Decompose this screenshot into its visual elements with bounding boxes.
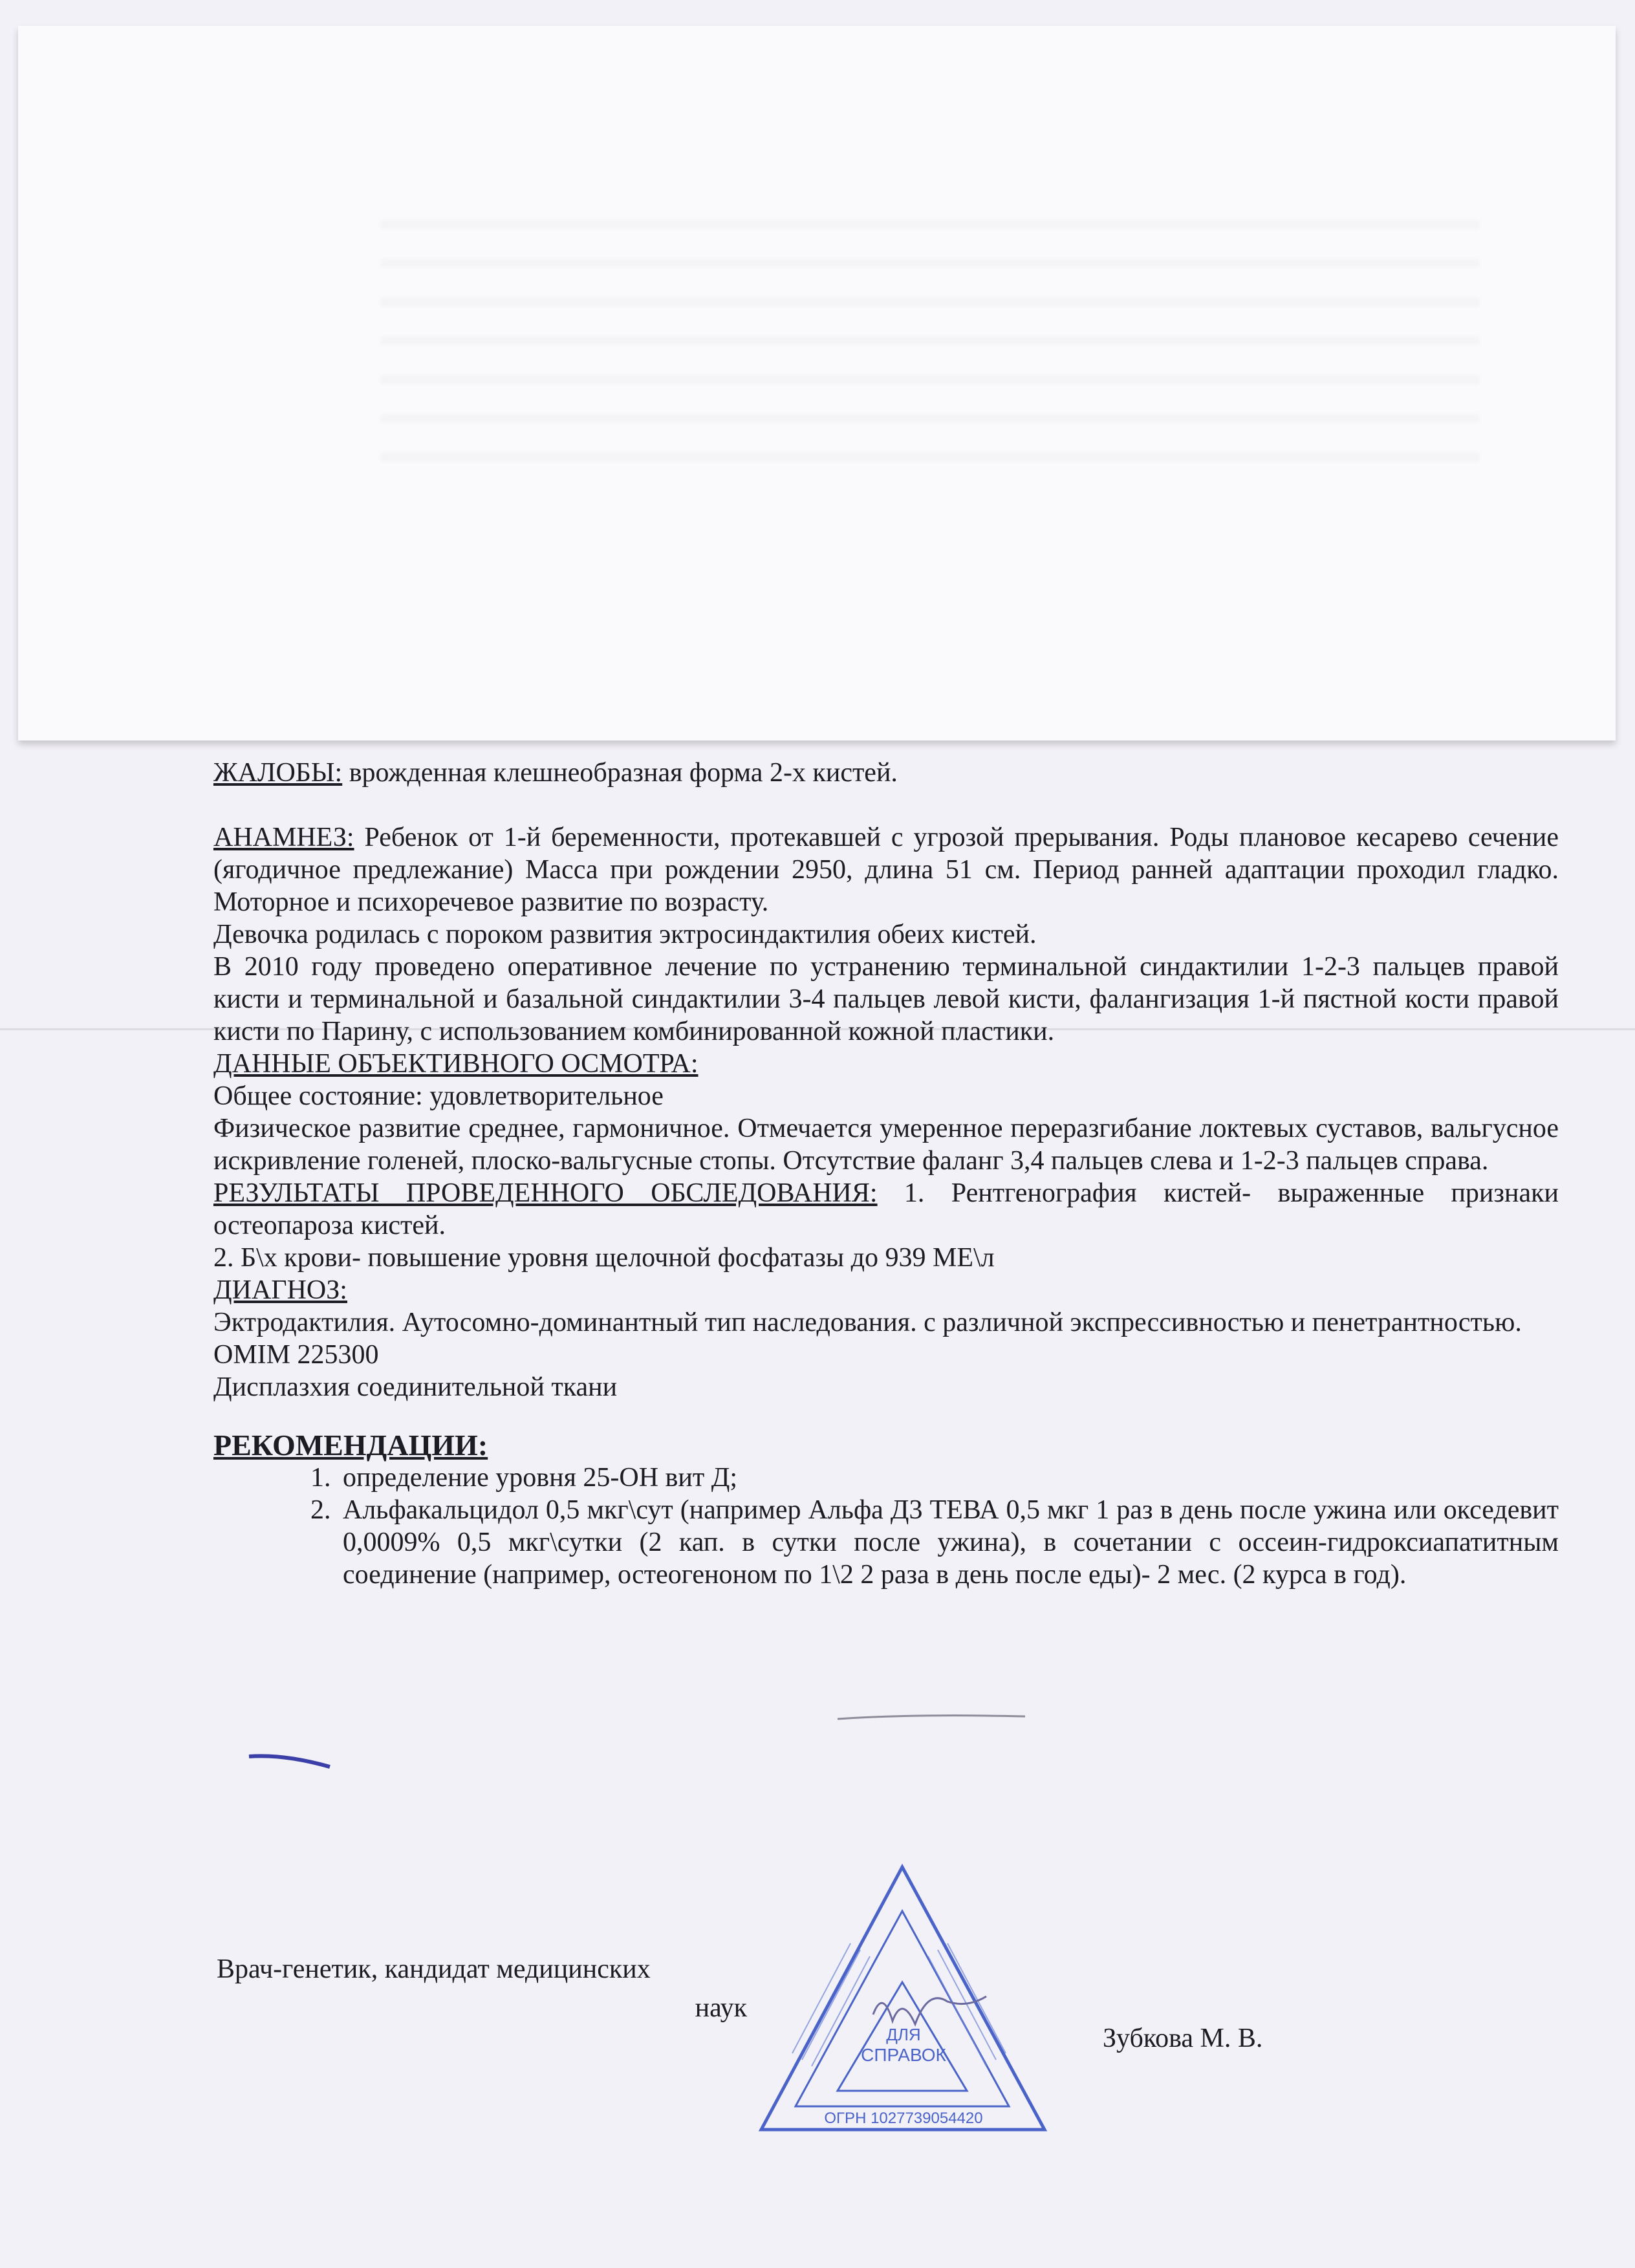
results-section	[213, 1177, 1559, 1242]
results-item-2: 2. Б\х крови- повышение уровня щелочной фосфатазы до 939 МЕ\л	[213, 1243, 995, 1273]
anamnesis-text: Ребенок от 1-й беременности, протекавшей с угрозой прерывания. Роды плановое кесарево сечение (ягодичное предлежание) Масса при рождении 2950, длина 51 см. Период ранней адаптации проходил гладко. Моторное и психоречевое развитие по возрасту.	[213, 823, 1559, 917]
results-label: РЕЗУЛЬТАТЫ ПРОВЕДЕННОГО ОБСЛЕДОВАНИЯ:	[213, 1178, 878, 1208]
recommendation-item	[310, 1462, 1559, 1494]
complaints-text: врожденная клешнеобразная форма 2-х кистей.	[342, 758, 898, 788]
signature-block	[217, 1950, 747, 2027]
recommendation-text: определение уровня 25-ОН вит Д;	[343, 1463, 738, 1493]
examination-label: ДАННЫЕ ОБЪЕКТИВНОГО ОСМОТРА:	[213, 1049, 698, 1079]
recommendations-list	[213, 1462, 1559, 1591]
recommendations-label: РЕКОМЕНДАЦИИ:	[213, 1429, 488, 1462]
physical-development-text: Физическое развитие среднее, гармоничное. Отмечается умеренное переразгибание локтевых суставов, вальгусное искривление голеней, плоско-вальгусные стопы. Отсутствие фаланг 3,4 пальцев слева и 1-2-3 пальцев справа.	[213, 1114, 1559, 1176]
recommendation-number: 1.	[310, 1463, 331, 1493]
anamnesis-section	[213, 821, 1559, 918]
doctor-title-line-2: наук	[695, 1993, 747, 2023]
complaints-label: ЖАЛОБЫ:	[213, 758, 343, 788]
diagnosis-secondary: Дисплазхия соединительной ткани	[213, 1372, 618, 1402]
recommendation-number: 2.	[310, 1495, 331, 1525]
anamnesis-label: АНАМНЕЗ:	[213, 823, 354, 852]
stamp-text-certificates: СПРАВОК	[861, 2045, 946, 2065]
stamp-ogrn: ОГРН 1027739054420	[824, 2110, 983, 2127]
complaints-section	[213, 757, 1559, 789]
recommendation-item	[310, 1494, 1559, 1591]
pen-checkmark	[246, 1747, 336, 1773]
stamp-text-for: ДЛЯ	[886, 2025, 921, 2044]
results-item-1: 1. Рентгенография кистей- выраженные признаки остеопароза кистей.	[213, 1178, 1559, 1240]
triangle-stamp	[753, 1859, 1051, 2144]
show-through-text	[380, 220, 1480, 466]
folded-paper-flap	[18, 26, 1616, 740]
document-body	[213, 757, 1559, 1591]
omim-code: OMIM 225300	[213, 1340, 379, 1370]
pen-stroke-mark	[834, 1707, 1028, 1727]
doctor-title-line-1: Врач-генетик, кандидат медицинских	[217, 1954, 651, 1984]
birth-defect-text: Девочка родилась с пороком развития эктросиндактилия обеих кистей.	[213, 920, 1037, 949]
recommendation-text: Альфакальцидол 0,5 мкг\сут (например Альфа Д3 ТЕВА 0,5 мкг 1 раз в день после ужина или окседевит 0,0009% 0,5 мкг\сутки (2 кап. в сутки после ужина), в сочетании с оссеин-гидроксиапатитным соединение (например, остеогеноном по 1\2 2 раза в день после еды)- 2 мес. (2 курса в год).	[343, 1495, 1559, 1590]
surgery-text: В 2010 году проведено оперативное лечение по устранению терминальной синдактилии 1-2-3 пальцев правой кисти и терминальной и базальной синдактилии 3-4 пальцев левой кисти, фалангизация 1-й пястной кости правой кисти по Парину, с использованием комбинированной кожной пластики.	[213, 952, 1559, 1046]
general-state-text: Общее состояние: удовлетворительное	[213, 1081, 664, 1111]
doctor-name: Зубкова М. В.	[1103, 2024, 1263, 2053]
diagnosis-main: Эктродактилия. Аутосомно-доминантный тип наследования. с различной экспрессивностью и пенетрантностью.	[213, 1308, 1522, 1337]
diagnosis-label: ДИАГНОЗ:	[213, 1275, 347, 1305]
